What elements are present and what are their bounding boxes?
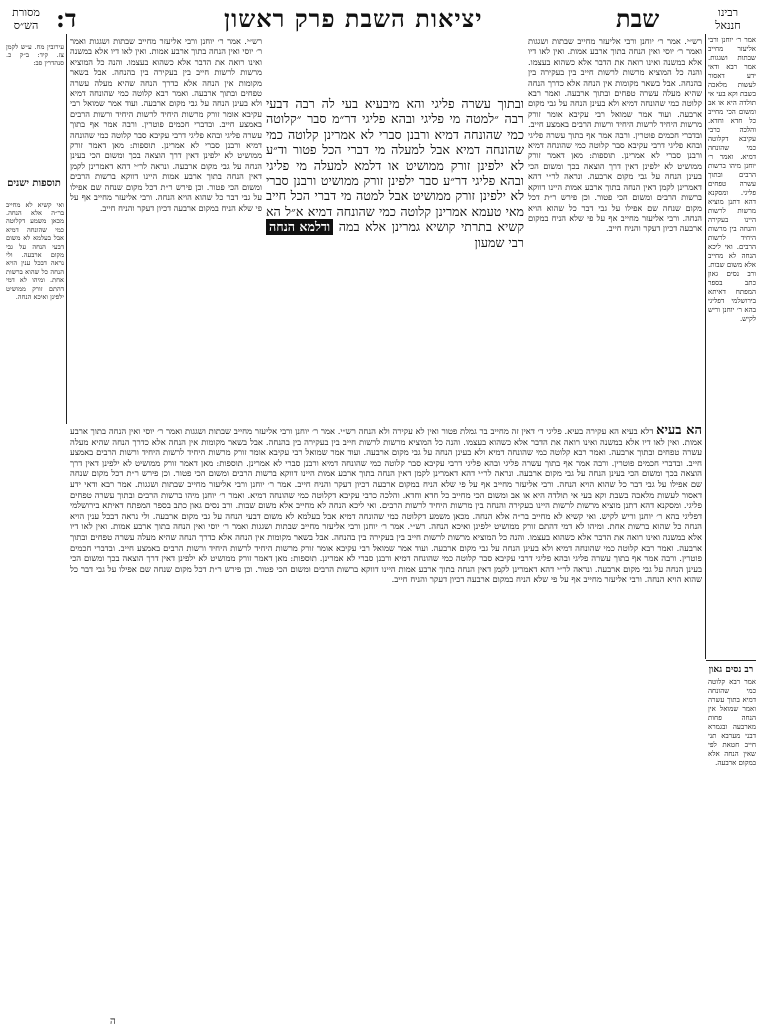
masoret-text: עירובין מח. ע״ש לקמן צז. קיד: ב״ק כ. סנהדרין סב: [6,42,64,68]
rabbeinu-label: רבינו חננאל [715,6,741,32]
gemara-block [266,96,524,372]
tosfot-yeshanim-text: ואי קשיא לא מחייב בר״ה אלא הנחה. מכאן משמע דקלוטה כמי שהונחה דמיא אבל בעלמא לא משום דבעי הנחה על גבי מקום ארבעה. ולי נראה דבכל ענין הויא הנחה כל שהוא ברשות אחת. ומיהו לא דמי דהתם זורק ממושיט ילפינן ואיכא הנחה. [6,200,64,302]
commentary-body-cont2: ואי קשיא לא מחייב בר״ה אלא הנחה. מכאן משמע דקלוטה כמי שהונחה דמיא אבל בעלמא לא משום דבעי הנחה על גבי מקום ארבעה. ולי נראה דבכל ענין הויא הנחה כל שהוא ברשות אחת. ומיהו לא דמי דהתם זורק ממושיט ילפינן ואיכא הנחה. [70,510,702,532]
masoret-label: מסורת הש״ס [12,6,40,32]
tractate-name: שבת [616,4,660,33]
rav-nissim-heading: רב נסים גאון [708,665,754,675]
tosfot-yeshanim-column [6,194,64,422]
tosafot-text: רש״י. אמר ר׳ יוחנן ורבי אליעזר מחייב שבתות ושגגות ואמר ר׳ יוסי ואין הנחה בתוך ארבע אמות. ואין לאו דיו אלא במשנה ואינו רואה את הדבר אלא כשהוא בעצמו. והנה כל המוציא מרשות לרשות חייב בין בעקירה בין בהנחה. אבל בשאר מקומות אין הנחה אלא כדרך הנחה שהיא מעלה עשרה טפחים ובתוך ארבעה. ואמר רבא קלוטה כמי שהונחה דמיא ולא בעינן הנחה על גבי מקום ארבעה. ועוד אמר שמואל רבי עקיבא אומר זורק מרשות היחיד לרשות היחיד ורשות הרבים באמצע חייב. ובדברי חכמים פוטרין. ורבה אמר אף בתוך עשרה פליגי ובהא פליגי דרבי עקיבא סבר קלוטה כמי שהונחה דמיא ורבנן סברי לא אמרינן. תוספות: מאן דאמר זורק ממושיט לא ילפינן דאין דרך הוצאה בכך ומשום הכי בעינן הנחה על גבי מקום ארבעה. ונראה לר״י דהא דאמרינן לקמן דאין הנחה בתוך ארבע אמות היינו דווקא ברשות הרבים ומשום הכי פטור. וכן פירש ר״ת דכל מקום שנחה שם אפילו על גבי דבר כל שהוא הויא הנחה. ורבי אליעזר מחייב אף על פי שלא הניח במקום ארבעה דכיון דעקר והניח חייב. [70,36,262,213]
column-divider [705,34,706,659]
gemara-text: ובתוך עשרה פליגי והא מיבעיא בעי לה רבה דבעי רבה ״למטה מי פליגי ובהא פליגי דר״מ סבר ״קלוטה כמי שהונחה דמיא ורבנן סברי לא אמרינן קלוטה כמי שהונחה דמיא אבל למעלה מי דברי הכל פטור וד״ע לא ילפינן זורק ממושיט או דלמא למעלה מי פליגי ובהא פליגי דר״ע סבר ילפינן זורק ממושיט ורבנן סברי לא ילפינן זורק ממושיט אבל למטה מי דברי הכל חייב מאי טעמא אמרינן קלוטה כמי שהונחה דמיא א״ל הא קשיא בתרתי קושיא גמרינן אלא במה [266,96,524,235]
page-number: ה [110,1016,116,1027]
dibur-hamatchil-box: ודלמא הנחה [266,219,333,234]
rashi-text: רש״י. אמר ר׳ יוחנן ורבי אליעזר מחייב שבתות ושגגות ואמר ר׳ יוסי ואין הנחה בתוך ארבע אמות. ואין לאו דיו אלא במשנה ואינו רואה את הדבר אלא כשהוא בעצמו. והנה כל המוציא מרשות לרשות חייב בין בעקירה בין בהנחה. אבל בשאר מקומות אין הנחה אלא כדרך הנחה שהיא מעלה עשרה טפחים ובתוך ארבעה. ואמר רבא קלוטה כמי שהונחה דמיא ולא בעינן הנחה על גבי מקום ארבעה. ועוד אמר שמואל רבי עקיבא אומר זורק מרשות היחיד לרשות היחיד ורשות הרבים באמצע חייב. ובדברי חכמים פוטרין. ורבה אמר אף בתוך עשרה פליגי ובהא פליגי דרבי עקיבא סבר קלוטה כמי שהונחה דמיא ורבנן סברי לא אמרינן. תוספות: מאן דאמר זורק ממושיט לא ילפינן דאין דרך הוצאה בכך ומשום הכי בעינן הנחה על גבי מקום ארבעה. ונראה לר״י דהא דאמרינן לקמן דאין הנחה בתוך ארבע אמות היינו דווקא ברשות הרבים ומשום הכי פטור. וכן פירש ר״ת דכל מקום שנחה שם אפילו על גבי דבר כל שהוא הויא הנחה. ורבי אליעזר מחייב אף על פי שלא הניח במקום ארבעה דכיון דעקר והניח חייב. [528,36,702,234]
section-divider [706,660,756,661]
rabbeinu-chananel-text: אמר ר׳ יוחנן ורבי אליעזר מחייב שבתות ושגגות. אמר רבא ודאי ידע דאסור לעשות מלאכה בשבת וקא בעי אי תולדה היא או אב ומשום הכי מחייב כל חדא וחדא. והלכה כרבי עקיבא דקלוטה כמי שהונחה דמיא. ואמר ר׳ יוחנן מיהו ברשות הרבים ובתוך עשרה טפחים פליגי. ומסקנא דהא דתנן מוציא מרשות לרשות היינו בעקירה והנחה בין מרשות היחיד לרשות הרבים. ואי ליכא הנחה לא מחייב אלא משום שבות. ורב נסים גאון כתב בספר המפתח דאיתא בירושלמי דפליגי בהא ר׳ יוחנן וריש לקיש. [708,36,756,323]
rashi-column [528,36,702,416]
folio-number: ד: [56,4,77,33]
masoret-column [6,36,64,136]
dibur-hamatchil: הא בעיא [656,426,702,438]
rabbeinu-chananel-column [708,36,756,656]
rav-nissim-column [708,678,756,1008]
page-header [56,4,706,32]
commentary-first-line: דלא בעיא הא עקירה בעיא. פליגי ד׳ דאין זה מחייב בר גמלת פטור ואין לא עקירה ולא הנחה [358,426,654,436]
tosafot-column [70,36,262,421]
wide-commentary [70,426,702,1008]
column-divider [66,34,67,424]
commentary-body-cont: אמר ר׳ יוחנן ורבי אליעזר מחייב שבתות ושגגות. אמר רבא ודאי ידע דאסור לעשות מלאכה בשבת וקא בעי אי תולדה היא או אב ומשום הכי מחייב כל חדא וחדא. והלכה כרבי עקיבא דקלוטה כמי שהונחה דמיא. ואמר ר׳ יוחנן מיהו ברשות הרבים ובתוך עשרה טפחים פליגי. ומסקנא דהא דתנן מוציא מרשות לרשות היינו בעקירה והנחה בין מרשות היחיד לרשות הרבים. ואי ליכא הנחה לא מחייב אלא משום שבות. ורב נסים גאון כתב בספר המפתח דאיתא בירושלמי דפליגי בהא ר׳ יוחנן וריש לקיש. [70,478,702,521]
gemara-continuation: רבי שמעון [474,234,524,250]
rav-nissim-text: אמר רבא קלוטה כמי שהונחה דמיא בתוך עשרה ואמר שמואל אין הנחה פחות מארבעה ובגמרא דבני מערבא תני חייב חטאת לפי שאין הנחה אלא במקום ארבעה. [708,678,756,767]
chapter-title: יציאות השבת פרק ראשון [224,4,483,33]
commentary-body-cont3: רש״י. אמר ר׳ יוחנן ורבי אליעזר מחייב שבתות ושגגות ואמר ר׳ יוסי ואין הנחה בתוך ארבע אמות. ואין לאו דיו אלא במשנה ואינו רואה את הדבר אלא כשהוא בעצמו. והנה כל המוציא מרשות לרשות חייב בין בעקירה בין בהנחה. אבל בשאר מקומות אין הנחה אלא כדרך הנחה שהיא מעלה עשרה טפחים ובתוך ארבעה. ואמר רבא קלוטה כמי שהונחה דמיא ולא בעינן הנחה על גבי מקום ארבעה. ועוד אמר שמואל רבי עקיבא אומר זורק מרשות היחיד לרשות היחיד ורשות הרבים באמצע חייב. ובדברי חכמים פוטרין. ורבה אמר אף בתוך עשרה פליגי ובהא פליגי דרבי עקיבא סבר קלוטה כמי שהונחה דמיא ורבנן סברי לא אמרינן. תוספות: מאן דאמר זורק ממושיט לא ילפינן דאין דרך הוצאה בכך ומשום הכי בעינן הנחה על גבי מקום ארבעה. ונראה לר״י דהא דאמרינן לקמן דאין הנחה בתוך ארבע אמות היינו דווקא ברשות הרבים ומשום הכי פטור. וכן פירש ר״ת דכל מקום שנחה שם אפילו על גבי דבר כל שהוא הויא הנחה. ורבי אליעזר מחייב אף על פי שלא הניח במקום ארבעה דכיון דעקר והניח חייב. [70,521,702,585]
tosfot-yeshanim-heading: תוספות ישנים [7,178,61,189]
commentary-body: רש״י. אמר ר׳ יוחנן ורבי אליעזר מחייב שבתות ושגגות ואמר ר׳ יוסי ואין הנחה בתוך ארבע אמות. ואין לאו דיו אלא במשנה ואינו רואה את הדבר אלא כשהוא בעצמו. והנה כל המוציא מרשות לרשות חייב בין בעקירה בין בהנחה. אבל בשאר מקומות אין הנחה אלא כדרך הנחה שהיא מעלה עשרה טפחים ובתוך ארבעה. ואמר רבא קלוטה כמי שהונחה דמיא ולא בעינן הנחה על גבי מקום ארבעה. ועוד אמר שמואל רבי עקיבא אומר זורק מרשות היחיד לרשות היחיד ורשות הרבים באמצע חייב. ובדברי חכמים פוטרין. ורבה אמר אף בתוך עשרה פליגי ובהא פליגי דרבי עקיבא סבר קלוטה כמי שהונחה דמיא ורבנן סברי לא אמרינן. תוספות: מאן דאמר זורק ממושיט לא ילפינן דאין דרך הוצאה בכך ומשום הכי בעינן הנחה על גבי מקום ארבעה. ונראה לר״י דהא דאמרינן לקמן דאין הנחה בתוך ארבע אמות היינו דווקא ברשות הרבים ומשום הכי פטור. וכן פירש ר״ת דכל מקום שנחה שם אפילו על גבי דבר כל שהוא הויא הנחה. ורבי אליעזר מחייב אף על פי שלא הניח במקום ארבעה דכיון דעקר והניח חייב. [70,426,702,489]
